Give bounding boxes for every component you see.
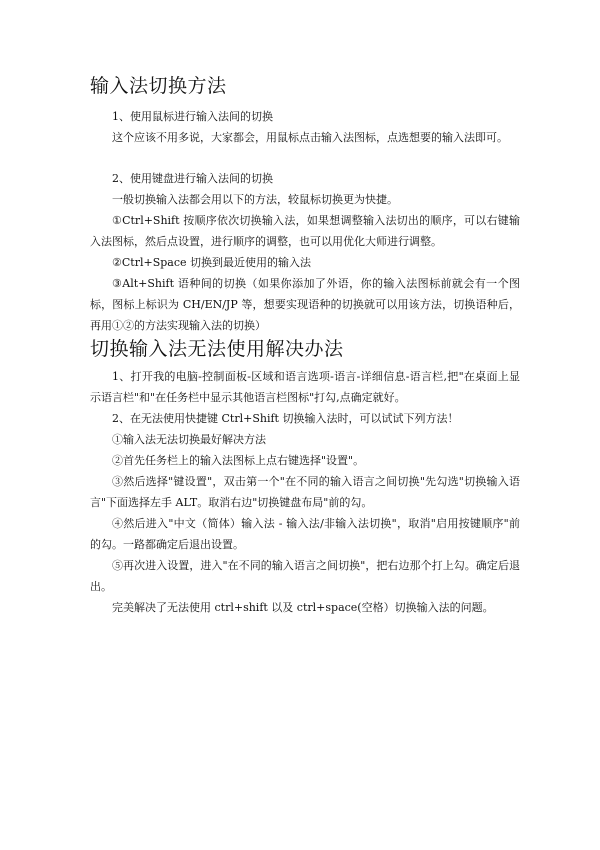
fix-conclusion: 完美解决了无法使用 ctrl+shift 以及 ctrl+space(空格）切换输入法的问题。 [112,601,494,614]
shortcut-ctrl-space: ②Ctrl+Space 切换到最近使用的输入法 [112,256,311,269]
section-heading-fix: 切换输入法无法使用解决办法 [90,338,344,360]
shortcut-ctrl-shift: ①Ctrl+Shift 按顺序依次切换输入法，如果想调整输入法切出的顺序，可以右键输入法图标，然后点设置，进行顺序的调整，也可以用优化大师进行调整。 [90,214,520,248]
fix-step-2: 2、在无法使用快捷键 Ctrl+Shift 切换输入法时，可以试试下列方法！ [112,412,459,425]
fix-step-1: 1、打开我的电脑-控制面板-区域和语言选项-语言-详细信息-语言栏,把"在桌面上显示语言栏"和"在任务栏中显示其他语言栏图标"打勾,点确定就好。 [90,370,520,404]
section1-title: 1、使用鼠标进行输入法间的切换 [112,110,273,123]
section1-body: 这个应该不用多说，大家都会，用鼠标点击输入法图标，点选想要的输入法即可。 [112,131,508,144]
section2-title: 2、使用键盘进行输入法间的切换 [112,172,273,185]
section2-intro: 一般切换输入法都会用以下的方法，较鼠标切换更为快捷。 [112,193,398,206]
fix-substep-2: ②首先任务栏上的输入法图标上点右键选择"设置"。 [112,454,365,467]
fix-substep-1: ①输入法无法切换最好解决方法 [112,433,266,446]
fix-substep-5: ⑤再次进入设置，进入"在不同的输入语言之间切换"，把右边那个打上勾。确定后退出。 [90,559,520,593]
fix-substep-4: ④然后进入"中文（简体）输入法 - 输入法/非输入法切换"，取消"启用按键顺序"前的勾。一路都确定后退出设置。 [90,517,520,551]
shortcut-alt-shift: ③Alt+Shift 语种间的切换（如果你添加了外语，你的输入法图标前就会有一个图标，图标上标识为 CH/EN/JP 等，想要实现语种的切换就可以用该方法，切换语种后，再用①②的方法实现输入法的切换） [90,277,520,332]
document-page [90,72,520,618]
page-title: 输入法切换方法 [90,75,227,97]
fix-substep-3: ③然后选择"键设置"，双击第一个"在不同的输入语言之间切换"先勾选"切换输入语言"下面选择左手 ALT。取消右边"切换键盘布局"前的勾。 [90,475,520,509]
